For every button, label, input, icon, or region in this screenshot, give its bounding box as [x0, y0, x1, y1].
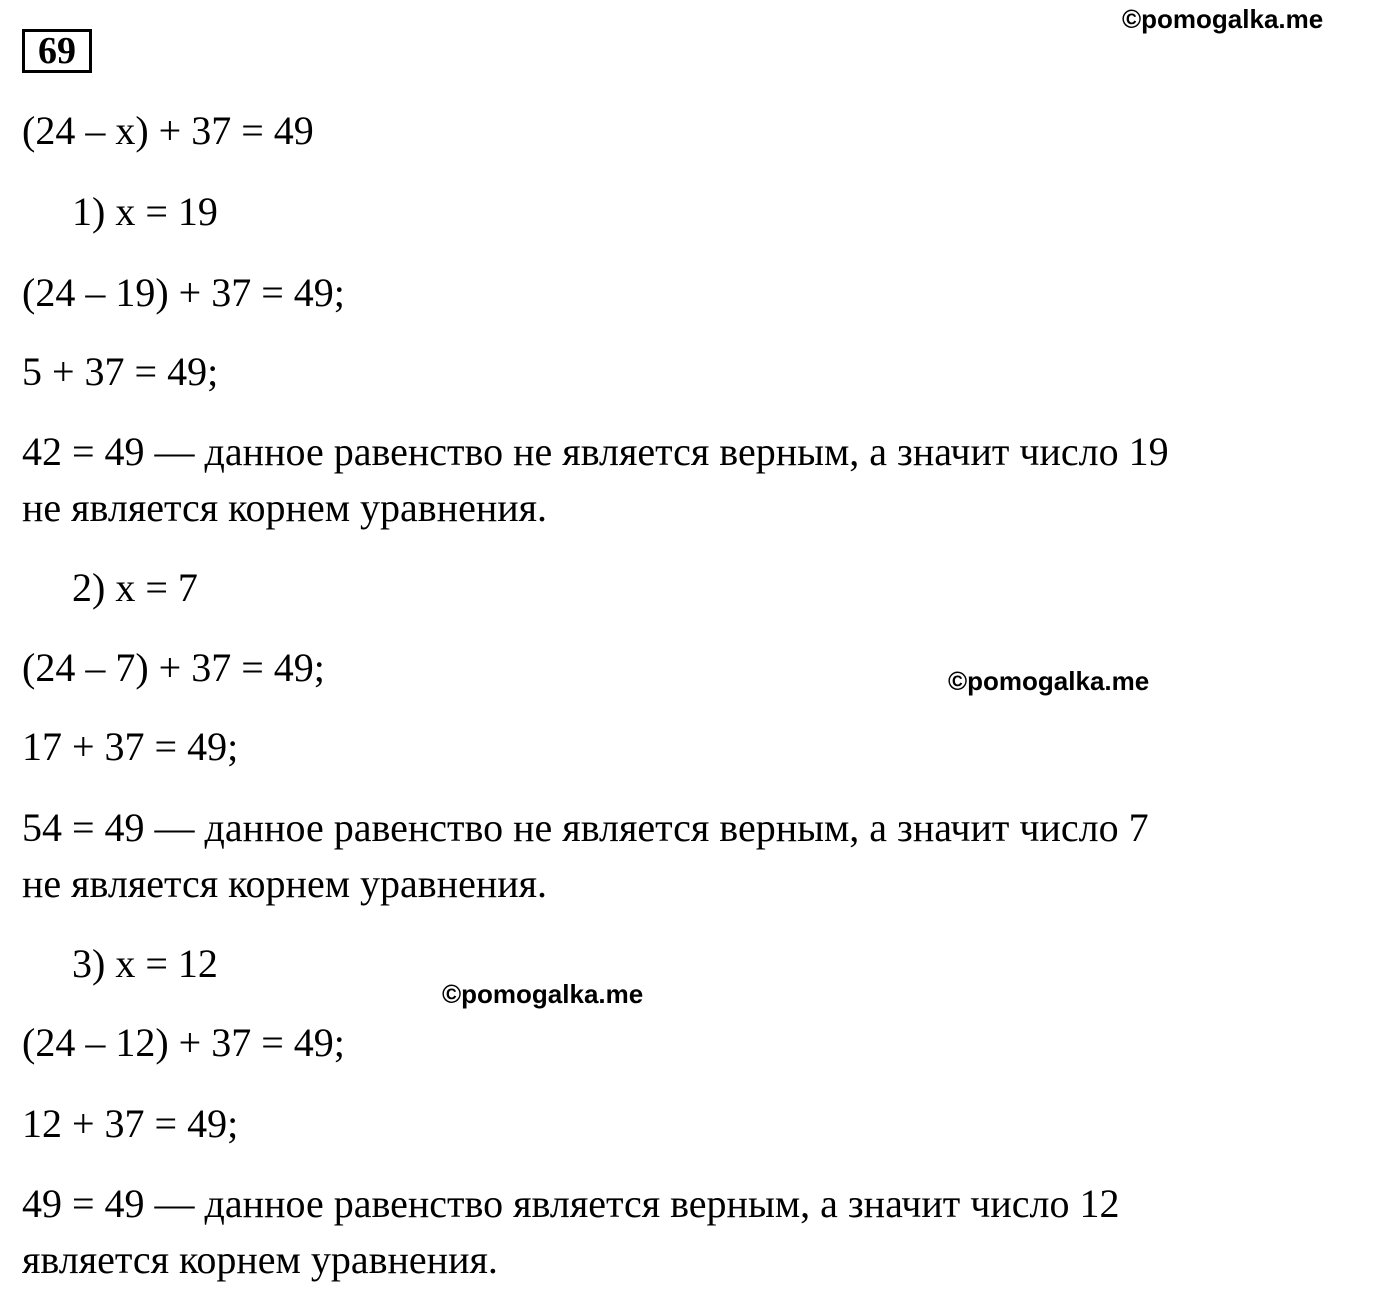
case-3-conclusion-line1: 49 = 49 — данное равенство является верным, а значит число 12: [22, 1181, 1120, 1226]
watermark-middle: ©pomogalka.me: [948, 666, 1150, 696]
case-2-simplified: 17 + 37 = 49;: [22, 724, 239, 769]
problem-number-box: 69: [22, 29, 92, 73]
case-3-label: 3) x = 12: [72, 941, 218, 986]
case-2-conclusion-line2: не является корнем уравнения.: [22, 861, 548, 906]
case-1-conclusion-line2: не является корнем уравнения.: [22, 485, 548, 530]
case-1-simplified: 5 + 37 = 49;: [22, 349, 219, 394]
case-2-conclusion-line1: 54 = 49 — данное равенство не является верным, а значит число 7: [22, 805, 1149, 850]
watermark-top: ©pomogalka.me: [1122, 4, 1324, 34]
case-2-label: 2) x = 7: [72, 565, 198, 610]
case-3-substitution: (24 – 12) + 37 = 49;: [22, 1020, 345, 1065]
equation: (24 – x) + 37 = 49: [22, 108, 314, 153]
case-2-substitution: (24 – 7) + 37 = 49;: [22, 645, 325, 690]
case-1-substitution: (24 – 19) + 37 = 49;: [22, 270, 345, 315]
case-3-simplified: 12 + 37 = 49;: [22, 1101, 239, 1146]
case-1-label: 1) x = 19: [72, 189, 218, 234]
watermark-lower: ©pomogalka.me: [442, 979, 644, 1009]
case-1-conclusion-line1: 42 = 49 — данное равенство не является верным, а значит число 19: [22, 429, 1169, 474]
case-3-conclusion-line2: является корнем уравнения.: [22, 1237, 498, 1282]
